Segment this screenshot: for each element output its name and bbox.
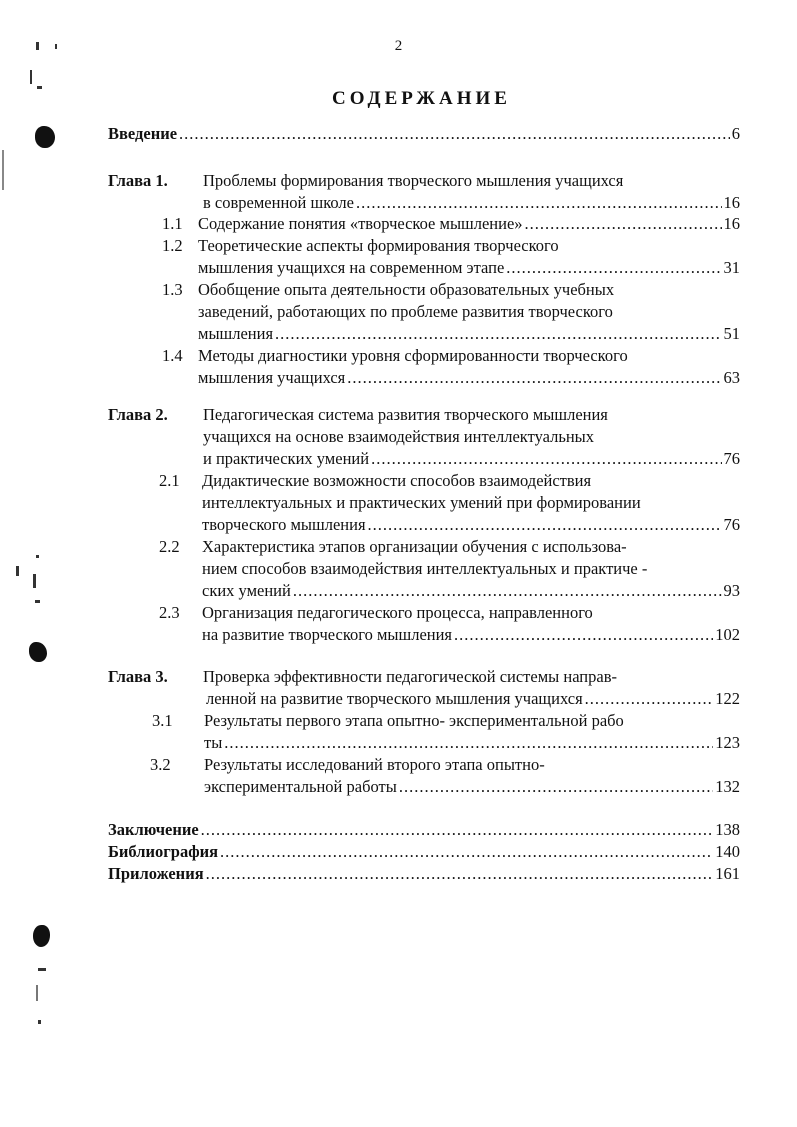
scan-mark (33, 574, 36, 588)
section-title-line: мышления учащихся (198, 368, 346, 387)
toc-entry-section-1-3[interactable] (198, 323, 740, 345)
section-title-line: мышления учащихся на современном этапе (198, 258, 505, 277)
section-number: 2.2 (159, 537, 180, 556)
section-title-line: интеллектуальных и практических умений при формировании (202, 493, 641, 512)
section-title-line: Обобщение опыта деятельности образовательных учебных (198, 280, 615, 299)
toc-page: 63 (723, 368, 740, 387)
toc-entry-section-2-3[interactable] (202, 624, 740, 646)
toc-label: Введение (108, 124, 178, 143)
toc-page: 93 (723, 581, 740, 600)
section-number: 3.1 (152, 711, 173, 730)
section-title-line: нием способов взаимодействия интеллектуальных и практиче - (202, 559, 648, 578)
toc-entry-section-3-2[interactable] (204, 776, 740, 798)
toc-leader (201, 819, 714, 841)
chapter-title-line: Проверка эффективности педагогической системы направ- (203, 667, 617, 686)
chapter-label: Глава 1. (108, 171, 168, 190)
toc-entry-section-1-1[interactable] (198, 213, 740, 235)
section-number: 2.1 (159, 471, 180, 490)
toc-page: 6 (731, 124, 740, 143)
page-number: 2 (394, 38, 403, 54)
binding-hole-mark (29, 642, 47, 662)
toc-leader (293, 580, 722, 602)
scan-mark (36, 985, 38, 1001)
section-number: 1.3 (162, 280, 183, 299)
section-title-line: на развитие творческого мышления (202, 625, 453, 644)
toc-page: 16 (723, 214, 740, 233)
section-title-line: ских умений (202, 581, 291, 600)
section-number: 2.3 (159, 603, 180, 622)
section-title-line: ты (204, 733, 223, 752)
toc-leader (206, 863, 714, 885)
toc-entry-chapter-1[interactable] (203, 192, 740, 214)
toc-page: 123 (715, 733, 740, 752)
section-title-line: заведений, работающих по проблеме развития творческого (198, 302, 613, 321)
chapter-title-line: ленной на развитие творческого мышления учащихся (206, 689, 583, 708)
toc-page: 140 (715, 842, 740, 861)
toc-leader (347, 367, 721, 389)
toc-leader (356, 192, 722, 214)
toc-label: Заключение (108, 820, 199, 839)
toc-leader (454, 624, 713, 646)
scan-mark (38, 1020, 41, 1024)
chapter-title-line: учащихся на основе взаимодействия интеллектуальных (203, 427, 595, 446)
toc-page: 76 (723, 449, 740, 468)
toc-leader (525, 213, 722, 235)
scan-mark (36, 42, 39, 50)
scan-mark (37, 86, 42, 89)
section-title-line: Дидактические возможности способов взаимодействия (202, 471, 592, 490)
toc-leader (585, 688, 714, 710)
section-title-line: творческого мышления (202, 515, 366, 534)
section-title-line: экспериментальной работы (204, 777, 397, 796)
page-title: СОДЕРЖАНИЕ (332, 88, 511, 109)
scan-mark (16, 566, 19, 576)
section-number: 3.2 (150, 755, 171, 774)
chapter-label: Глава 3. (108, 667, 168, 686)
toc-entry-chapter-3[interactable] (206, 688, 740, 710)
toc-entry-chapter-2[interactable] (203, 448, 740, 470)
toc-page: 161 (715, 864, 740, 883)
toc-page: 31 (723, 258, 740, 277)
toc-leader (179, 123, 730, 145)
scan-mark (38, 968, 46, 971)
toc-leader (224, 732, 713, 754)
section-title-line: Характеристика этапов организации обучения с использова- (202, 537, 627, 556)
toc-label: Приложения (108, 864, 204, 883)
toc-leader (506, 257, 721, 279)
toc-entry-section-3-1[interactable] (204, 732, 740, 754)
chapter-title-line: и практических умений (203, 449, 370, 468)
section-number: 1.4 (162, 346, 183, 365)
section-title-line: Организация педагогического процесса, направленного (202, 603, 593, 622)
toc-page: 102 (715, 625, 740, 644)
section-number: 1.1 (162, 214, 183, 233)
toc-page: 122 (715, 689, 740, 708)
binding-hole-mark (33, 925, 50, 947)
scan-mark (2, 150, 4, 190)
toc-entry-section-1-2[interactable] (198, 257, 740, 279)
scan-mark (55, 44, 57, 49)
toc-page: 132 (715, 777, 740, 796)
toc-entry-section-2-2[interactable] (202, 580, 740, 602)
scan-mark (30, 70, 32, 84)
section-title-line: Результаты исследований второго этапа опытно- (204, 755, 545, 774)
toc-entry-conclusion[interactable] (108, 819, 740, 841)
toc-leader (368, 514, 722, 536)
binding-hole-mark (35, 126, 55, 148)
toc-entry-bibliography[interactable] (108, 841, 740, 863)
toc-leader (275, 323, 721, 345)
toc-page: 76 (723, 515, 740, 534)
toc-entry-appendices[interactable] (108, 863, 740, 885)
chapter-title-line: Проблемы формирования творческого мышления учащихся (203, 171, 624, 190)
section-title-line: Методы диагностики уровня сформированности творческого (198, 346, 628, 365)
section-title-line: Содержание понятия «творческое мышление» (198, 214, 523, 233)
toc-entry-introduction[interactable] (108, 123, 740, 145)
toc-leader (220, 841, 713, 863)
toc-label: Библиография (108, 842, 219, 861)
section-title-line: мышления (198, 324, 274, 343)
toc-entry-section-2-1[interactable] (202, 514, 740, 536)
section-number: 1.2 (162, 236, 183, 255)
section-title-line: Результаты первого этапа опытно- экспериментальной рабо (204, 711, 624, 730)
toc-page: 138 (715, 820, 740, 839)
scan-mark (35, 600, 40, 603)
toc-leader (371, 448, 721, 470)
toc-entry-section-1-4[interactable] (198, 367, 740, 389)
toc-page: 16 (723, 193, 740, 212)
scan-mark (36, 555, 39, 558)
chapter-title-line: в современной школе (203, 193, 354, 212)
section-title-line: Теоретические аспекты формирования творческого (198, 236, 559, 255)
chapter-title-line: Педагогическая система развития творческого мышления (203, 405, 608, 424)
chapter-label: Глава 2. (108, 405, 168, 424)
toc-leader (399, 776, 713, 798)
toc-page: 51 (723, 324, 740, 343)
